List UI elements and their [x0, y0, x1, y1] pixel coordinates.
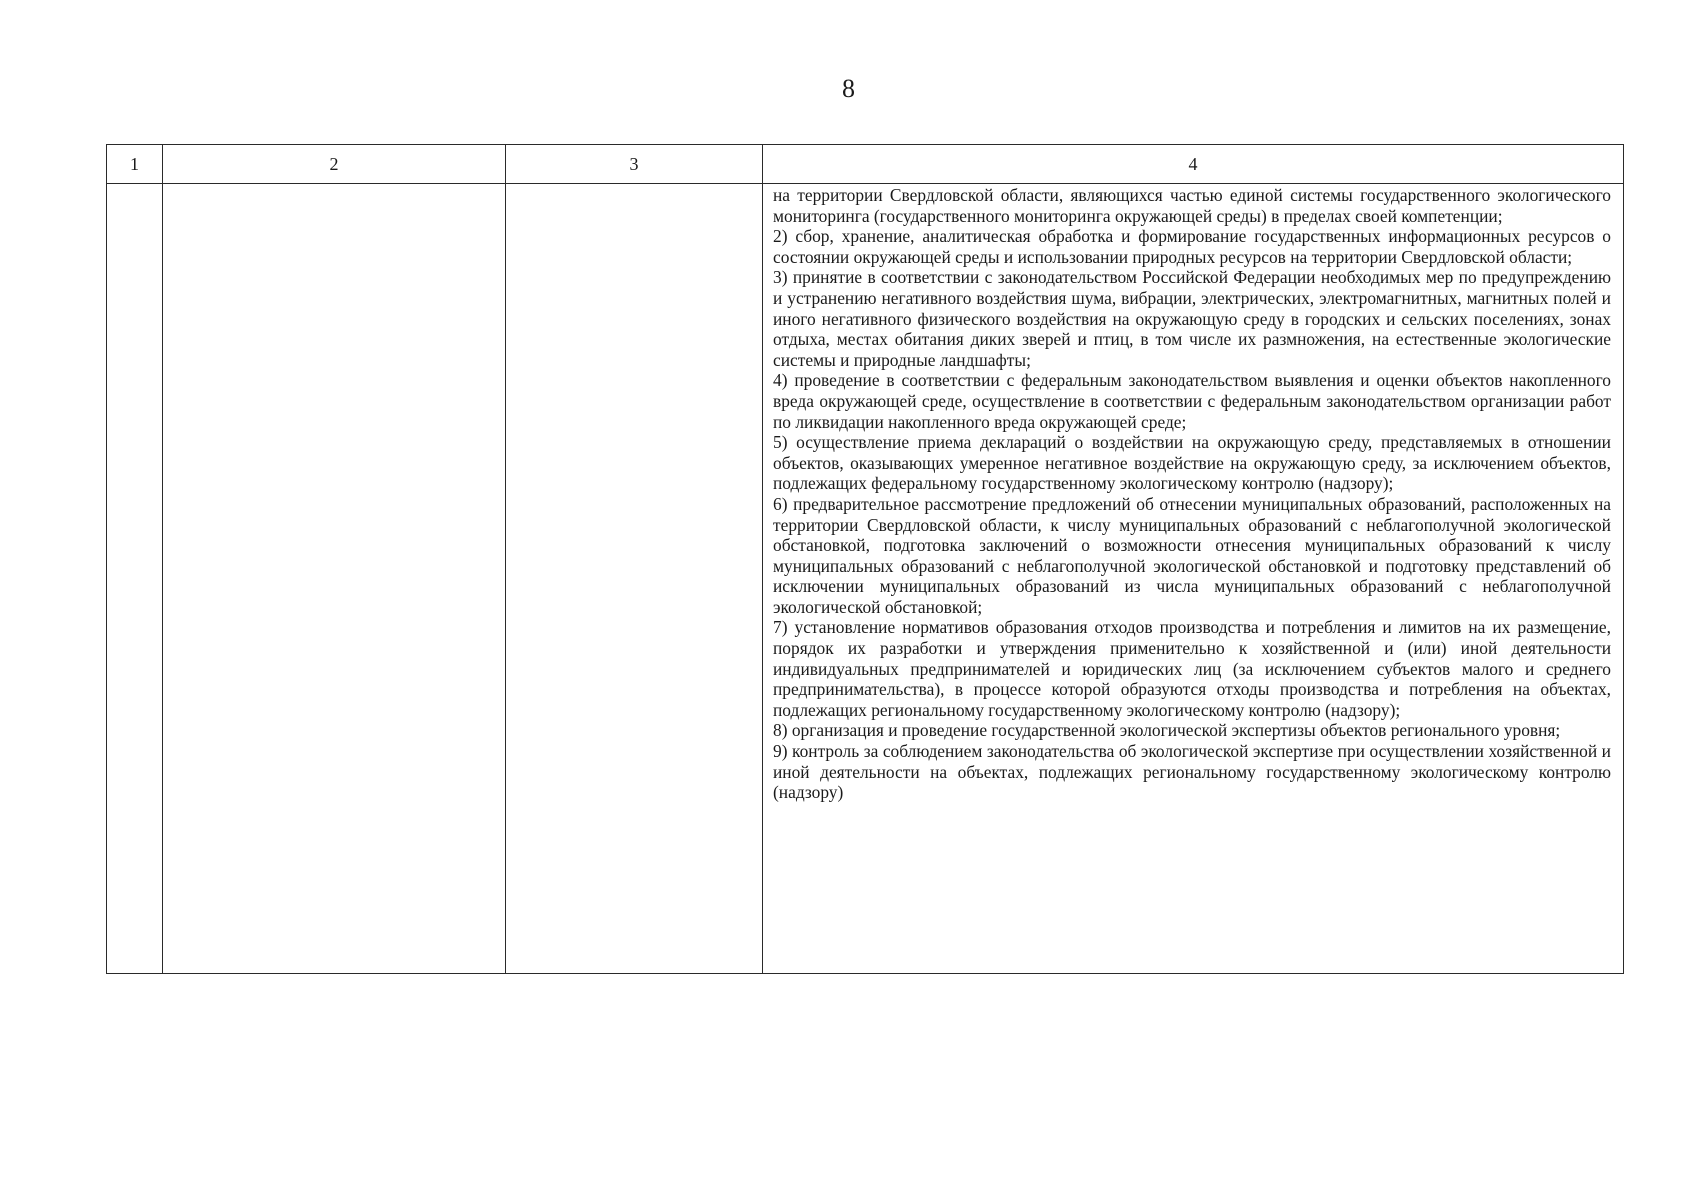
column-header-1: 1 — [107, 145, 163, 184]
paragraph-continuation: на территории Свердловской области, являющихся частью единой системы государственного экологического мониторинга (государственного мониторинга окружающей среды) в пределах своей компетенции; — [773, 185, 1611, 226]
column-header-3: 3 — [506, 145, 763, 184]
paragraph-item-3: 3) принятие в соответствии с законодательством Российской Федерации необходимых мер по предупреждению и устранению негативного воздействия шума, вибрации, электрических, электромагнитных, магнитных полей и иного негативного физического воздействия на окружающую среду в городских и сельских поселениях, зонах отдыха, местах обитания диких зверей и птиц, в том числе их размножения, на естественные экологические системы и природные ландшафты; — [773, 267, 1611, 370]
document-table — [106, 144, 1624, 974]
page-number: 8 — [842, 74, 855, 103]
paragraph-item-5: 5) осуществление приема деклараций о воздействии на окружающую среду, представляемых в отношении объектов, оказывающих умеренное негативное воздействие на окружающую среду, за исключением объектов, подлежащих федеральному государственному экологическому контролю (надзору); — [773, 432, 1611, 494]
cell-col3 — [506, 184, 763, 974]
cell-col1 — [107, 184, 163, 974]
column-header-4: 4 — [763, 145, 1624, 184]
paragraph-item-9: 9) контроль за соблюдением законодательства об экологической экспертизе при осуществлении хозяйственной и иной деятельности на объектах, подлежащих региональному государственному экологическому контролю (надзору) — [773, 741, 1611, 803]
table-header-row — [107, 145, 1624, 184]
paragraph-item-2: 2) сбор, хранение, аналитическая обработка и формирование государственных информационных ресурсов о состоянии окружающей среды и использовании природных ресурсов на территории Свердловской области; — [773, 226, 1611, 267]
cell-col2 — [163, 184, 506, 974]
table-row — [107, 184, 1624, 974]
paragraph-item-7: 7) установление нормативов образования отходов производства и потребления и лимитов на их размещение, порядок их разработки и утверждения применительно к хозяйственной и (или) иной деятельности индивидуальных предпринимателей и юридических лиц (за исключением субъектов малого и среднего предпринимательства), в процессе которой образуются отходы производства и потребления на объектах, подлежащих региональному государственному экологическому контролю (надзору); — [773, 617, 1611, 720]
cell-col4 — [763, 184, 1624, 974]
powers-list — [763, 184, 1623, 803]
paragraph-item-8: 8) организация и проведение государственной экологической экспертизы объектов регионального уровня; — [773, 720, 1561, 741]
paragraph-item-4: 4) проведение в соответствии с федеральным законодательством выявления и оценки объектов накопленного вреда окружающей среде, осуществление в соответствии с федеральным законодательством организации работ по ликвидации накопленного вреда окружающей среде; — [773, 370, 1611, 432]
column-header-2: 2 — [163, 145, 506, 184]
paragraph-item-6: 6) предварительное рассмотрение предложений об отнесении муниципальных образований, расположенных на территории Свердловской области, к числу муниципальных образований с неблагополучной экологической обстановкой, подготовка заключений о возможности отнесения муниципальных образований к числу муниципальных образований с неблагополучной экологической обстановкой и подготовку представлений об исключении муниципальных образований из числа муниципальных образований с неблагополучной экологической обстановкой; — [773, 493, 1611, 617]
